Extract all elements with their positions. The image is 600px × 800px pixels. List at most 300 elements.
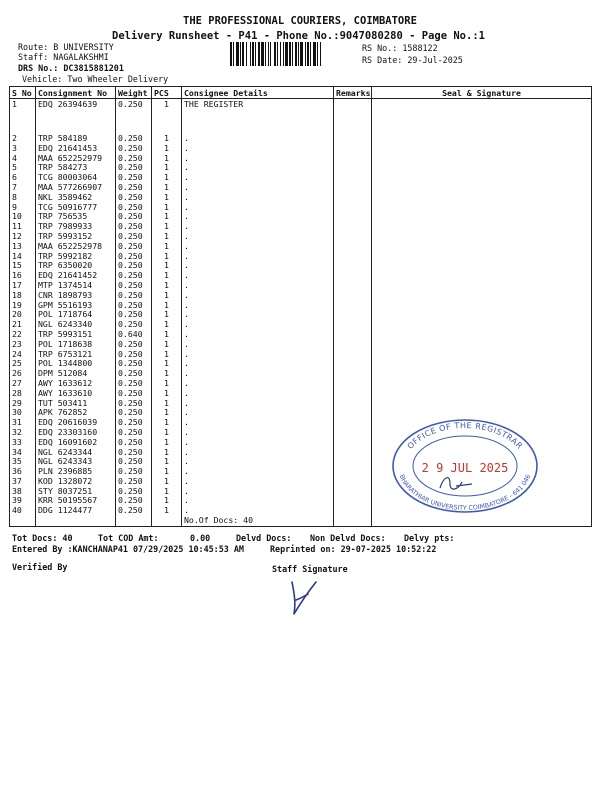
row-sno: 27 xyxy=(10,379,36,389)
row-details: . xyxy=(182,379,334,389)
row-details: . xyxy=(182,163,334,173)
no-of-docs: No.Of Docs: 40 xyxy=(182,516,334,526)
row-seal xyxy=(372,203,592,213)
row-details: . xyxy=(182,212,334,222)
row-pcs: 1 xyxy=(152,359,182,369)
row-weight: 0.250 xyxy=(116,477,152,487)
row-weight: 0.250 xyxy=(116,428,152,438)
row-details: . xyxy=(182,487,334,497)
row-pcs: 1 xyxy=(152,408,182,418)
row-sno: 3 xyxy=(10,144,36,154)
row-consignment: POL 1718764 xyxy=(36,310,116,320)
row-details: . xyxy=(182,252,334,262)
row-details: . xyxy=(182,310,334,320)
row-details: . xyxy=(182,242,334,252)
row-details: THE REGISTER xyxy=(182,99,334,135)
row-details: . xyxy=(182,291,334,301)
row-details: . xyxy=(182,399,334,409)
row-consignment: KOD 1328072 xyxy=(36,477,116,487)
table-row xyxy=(10,193,592,203)
row-pcs: 1 xyxy=(152,350,182,360)
row-sno: 4 xyxy=(10,154,36,164)
row-details: . xyxy=(182,232,334,242)
row-weight: 0.250 xyxy=(116,350,152,360)
row-details: . xyxy=(182,173,334,183)
table-row xyxy=(10,369,592,379)
col-weight: Weight xyxy=(116,87,152,99)
row-seal xyxy=(372,320,592,330)
table-row xyxy=(10,232,592,242)
row-weight: 0.250 xyxy=(116,320,152,330)
row-sno: 12 xyxy=(10,232,36,242)
barcode xyxy=(230,42,353,66)
row-pcs: 1 xyxy=(152,487,182,497)
row-sno: 9 xyxy=(10,203,36,213)
row-remarks xyxy=(334,252,372,262)
row-pcs: 1 xyxy=(152,203,182,213)
table-header xyxy=(10,87,592,99)
row-consignment: EDQ 23303160 xyxy=(36,428,116,438)
row-consignment: KRR 50195567 xyxy=(36,496,116,506)
row-sno: 31 xyxy=(10,418,36,428)
row-weight: 0.250 xyxy=(116,487,152,497)
row-sno: 33 xyxy=(10,438,36,448)
row-pcs: 1 xyxy=(152,320,182,330)
row-weight: 0.250 xyxy=(116,457,152,467)
row-consignment: DPM 512084 xyxy=(36,369,116,379)
row-consignment: NKL 3589462 xyxy=(36,193,116,203)
row-remarks xyxy=(334,134,372,144)
empty-cell xyxy=(334,516,372,526)
row-pcs: 1 xyxy=(152,379,182,389)
row-sno: 32 xyxy=(10,428,36,438)
row-consignment: AWY 1633612 xyxy=(36,379,116,389)
row-details: . xyxy=(182,261,334,271)
row-pcs: 1 xyxy=(152,438,182,448)
row-sno: 17 xyxy=(10,281,36,291)
row-remarks xyxy=(334,369,372,379)
row-remarks xyxy=(334,448,372,458)
table-row xyxy=(10,163,592,173)
row-sno: 40 xyxy=(10,506,36,516)
row-details: . xyxy=(182,340,334,350)
row-seal xyxy=(372,99,592,135)
row-sno: 30 xyxy=(10,408,36,418)
row-remarks xyxy=(334,301,372,311)
row-seal xyxy=(372,144,592,154)
row-sno: 20 xyxy=(10,310,36,320)
row-pcs: 1 xyxy=(152,428,182,438)
route-label: Route: B UNIVERSITY xyxy=(18,42,114,52)
row-weight: 0.250 xyxy=(116,252,152,262)
row-remarks xyxy=(334,379,372,389)
row-pcs: 1 xyxy=(152,271,182,281)
row-seal xyxy=(372,359,592,369)
table-row xyxy=(10,252,592,262)
table-row xyxy=(10,242,592,252)
row-weight: 0.250 xyxy=(116,448,152,458)
row-details: . xyxy=(182,193,334,203)
row-weight: 0.250 xyxy=(116,203,152,213)
row-sno: 16 xyxy=(10,271,36,281)
row-weight: 0.250 xyxy=(116,408,152,418)
row-sno: 7 xyxy=(10,183,36,193)
row-weight: 0.250 xyxy=(116,310,152,320)
row-details: . xyxy=(182,134,334,144)
staff-signature-mark xyxy=(282,578,322,618)
col-details: Consignee Details xyxy=(182,87,334,99)
table-row xyxy=(10,222,592,232)
row-remarks xyxy=(334,173,372,183)
total-docs: Tot Docs: 40 xyxy=(12,533,73,543)
row-pcs: 1 xyxy=(152,301,182,311)
row-pcs: 1 xyxy=(152,173,182,183)
col-seal: Seal & Signature xyxy=(372,87,592,99)
row-seal xyxy=(372,252,592,262)
row-sno: 18 xyxy=(10,291,36,301)
row-weight: 0.250 xyxy=(116,183,152,193)
table-row xyxy=(10,183,592,193)
delivery-points: Delvy pts: xyxy=(404,533,455,543)
row-consignment: POL 1718638 xyxy=(36,340,116,350)
row-remarks xyxy=(334,506,372,516)
row-details: . xyxy=(182,154,334,164)
col-consignment: Consignment No xyxy=(36,87,116,99)
row-details: . xyxy=(182,389,334,399)
col-sno: S No xyxy=(10,87,36,99)
col-pcs: PCS xyxy=(152,87,182,99)
row-weight: 0.250 xyxy=(116,144,152,154)
row-sno: 36 xyxy=(10,467,36,477)
table-row xyxy=(10,134,592,144)
row-pcs: 1 xyxy=(152,261,182,271)
row-details: . xyxy=(182,467,334,477)
row-pcs: 1 xyxy=(152,281,182,291)
row-weight: 0.250 xyxy=(116,242,152,252)
row-weight: 0.250 xyxy=(116,291,152,301)
entered-by: Entered By :KANCHANAP41 07/29/2025 10:45:53 AM xyxy=(12,544,244,554)
row-pcs: 1 xyxy=(152,242,182,252)
row-details: . xyxy=(182,320,334,330)
row-consignment: MTP 1374514 xyxy=(36,281,116,291)
row-details: . xyxy=(182,359,334,369)
row-seal xyxy=(372,271,592,281)
row-pcs: 1 xyxy=(152,144,182,154)
row-seal xyxy=(372,310,592,320)
drs-number: DRS No.: DC3815881201 xyxy=(18,63,124,73)
row-pcs: 1 xyxy=(152,389,182,399)
row-consignment: EDQ 20616039 xyxy=(36,418,116,428)
row-sno: 34 xyxy=(10,448,36,458)
row-weight: 0.250 xyxy=(116,154,152,164)
row-weight: 0.250 xyxy=(116,340,152,350)
row-remarks xyxy=(334,203,372,213)
table-row xyxy=(10,340,592,350)
row-consignment: CNR 1898793 xyxy=(36,291,116,301)
row-consignment: TRP 5993151 xyxy=(36,330,116,340)
row-weight: 0.250 xyxy=(116,281,152,291)
row-details: . xyxy=(182,477,334,487)
row-remarks xyxy=(334,310,372,320)
row-weight: 0.250 xyxy=(116,271,152,281)
row-sno: 28 xyxy=(10,389,36,399)
row-pcs: 1 xyxy=(152,222,182,232)
row-details: . xyxy=(182,438,334,448)
table-row xyxy=(10,359,592,369)
row-sno: 29 xyxy=(10,399,36,409)
table-row xyxy=(10,281,592,291)
empty-cell xyxy=(36,516,116,526)
row-remarks xyxy=(334,232,372,242)
row-sno: 39 xyxy=(10,496,36,506)
row-pcs: 1 xyxy=(152,467,182,477)
rs-date: RS Date: 29-Jul-2025 xyxy=(362,55,463,65)
row-consignment: MAA 652252979 xyxy=(36,154,116,164)
row-consignment: TRP 7989933 xyxy=(36,222,116,232)
row-seal xyxy=(372,134,592,144)
row-sno: 10 xyxy=(10,212,36,222)
row-seal xyxy=(372,389,592,399)
table-row xyxy=(10,291,592,301)
row-pcs: 1 xyxy=(152,252,182,262)
row-remarks xyxy=(334,99,372,135)
table-footer-row xyxy=(10,516,592,526)
row-seal xyxy=(372,173,592,183)
row-weight: 0.250 xyxy=(116,379,152,389)
row-weight: 0.250 xyxy=(116,222,152,232)
empty-cell xyxy=(116,516,152,526)
row-pcs: 1 xyxy=(152,506,182,516)
row-consignment: TRP 6753121 xyxy=(36,350,116,360)
row-consignment: MAA 652252978 xyxy=(36,242,116,252)
row-pcs: 1 xyxy=(152,291,182,301)
table-row xyxy=(10,271,592,281)
row-seal xyxy=(372,350,592,360)
row-seal xyxy=(372,330,592,340)
row-weight: 0.250 xyxy=(116,173,152,183)
registrar-stamp xyxy=(390,414,540,514)
row-weight: 0.640 xyxy=(116,330,152,340)
row-consignment: EDQ 26394639 xyxy=(36,99,116,135)
row-pcs: 1 xyxy=(152,399,182,409)
row-consignment: EDQ 21641452 xyxy=(36,271,116,281)
row-details: . xyxy=(182,369,334,379)
row-details: . xyxy=(182,271,334,281)
row-remarks xyxy=(334,222,372,232)
row-consignment: EDQ 21641453 xyxy=(36,144,116,154)
row-remarks xyxy=(334,330,372,340)
table-row xyxy=(10,154,592,164)
row-weight: 0.250 xyxy=(116,467,152,477)
row-pcs: 1 xyxy=(152,477,182,487)
row-pcs: 1 xyxy=(152,330,182,340)
row-remarks xyxy=(334,163,372,173)
row-weight: 0.250 xyxy=(116,99,152,135)
row-consignment: EDQ 16091602 xyxy=(36,438,116,448)
row-weight: 0.250 xyxy=(116,232,152,242)
row-pcs: 1 xyxy=(152,369,182,379)
row-sno: 2 xyxy=(10,134,36,144)
row-weight: 0.250 xyxy=(116,418,152,428)
row-details: . xyxy=(182,203,334,213)
table-row xyxy=(10,379,592,389)
row-sno: 22 xyxy=(10,330,36,340)
row-remarks xyxy=(334,340,372,350)
row-remarks xyxy=(334,261,372,271)
row-weight: 0.250 xyxy=(116,212,152,222)
row-consignment: TRP 756535 xyxy=(36,212,116,222)
row-pcs: 1 xyxy=(152,457,182,467)
row-weight: 0.250 xyxy=(116,438,152,448)
row-pcs: 1 xyxy=(152,418,182,428)
row-consignment: PLN 2396885 xyxy=(36,467,116,477)
stamp-arc-top: OFFICE OF THE REGISTRAR xyxy=(405,420,525,451)
row-pcs: 1 xyxy=(152,448,182,458)
reprinted-on: Reprinted on: 29-07-2025 10:52:22 xyxy=(270,544,437,554)
row-seal xyxy=(372,281,592,291)
row-consignment: AWY 1633610 xyxy=(36,389,116,399)
vehicle-label: Vehicle: Two Wheeler Delivery xyxy=(22,74,169,84)
row-details: . xyxy=(182,183,334,193)
row-weight: 0.250 xyxy=(116,301,152,311)
table-row xyxy=(10,350,592,360)
row-pcs: 1 xyxy=(152,154,182,164)
row-consignment: TRP 584189 xyxy=(36,134,116,144)
row-consignment: POL 1344800 xyxy=(36,359,116,369)
row-remarks xyxy=(334,212,372,222)
row-remarks xyxy=(334,389,372,399)
row-consignment: TUT 503411 xyxy=(36,399,116,409)
table-row xyxy=(10,301,592,311)
row-seal xyxy=(372,222,592,232)
col-remarks: Remarks xyxy=(334,87,372,99)
empty-cell xyxy=(152,516,182,526)
row-weight: 0.250 xyxy=(116,369,152,379)
row-pcs: 1 xyxy=(152,212,182,222)
row-seal xyxy=(372,340,592,350)
row-pcs: 1 xyxy=(152,134,182,144)
row-seal xyxy=(372,369,592,379)
total-cod-label: Tot COD Amt: xyxy=(98,533,159,543)
row-consignment: TRP 5993152 xyxy=(36,232,116,242)
empty-cell xyxy=(10,516,36,526)
row-consignment: GPM 5516193 xyxy=(36,301,116,311)
non-delivered-docs: Non Delvd Docs: xyxy=(310,533,386,543)
company-title: THE PROFESSIONAL COURIERS, COIMBATORE xyxy=(183,15,417,27)
row-pcs: 1 xyxy=(152,340,182,350)
row-consignment: NGL 6243343 xyxy=(36,457,116,467)
row-weight: 0.250 xyxy=(116,163,152,173)
table-row xyxy=(10,310,592,320)
row-details: . xyxy=(182,408,334,418)
stamp-date: 2 9 JUL 2025 xyxy=(421,461,509,475)
row-sno: 15 xyxy=(10,261,36,271)
row-pcs: 1 xyxy=(152,310,182,320)
row-remarks xyxy=(334,467,372,477)
row-consignment: TCG 50916777 xyxy=(36,203,116,213)
row-seal xyxy=(372,379,592,389)
row-seal xyxy=(372,183,592,193)
row-remarks xyxy=(334,428,372,438)
row-consignment: NGL 6243344 xyxy=(36,448,116,458)
table-row xyxy=(10,173,592,183)
row-details: . xyxy=(182,418,334,428)
table-row xyxy=(10,389,592,399)
row-sno: 26 xyxy=(10,369,36,379)
row-details: . xyxy=(182,457,334,467)
row-sno: 37 xyxy=(10,477,36,487)
row-pcs: 1 xyxy=(152,99,182,135)
row-seal xyxy=(372,232,592,242)
row-sno: 1 xyxy=(10,99,36,135)
row-consignment: NGL 6243340 xyxy=(36,320,116,330)
staff-signature-label: Staff Signature xyxy=(272,564,348,574)
table-row xyxy=(10,144,592,154)
row-pcs: 1 xyxy=(152,496,182,506)
row-remarks xyxy=(334,457,372,467)
row-details: . xyxy=(182,448,334,458)
row-remarks xyxy=(334,418,372,428)
row-sno: 8 xyxy=(10,193,36,203)
table-row xyxy=(10,99,592,135)
row-remarks xyxy=(334,477,372,487)
row-seal xyxy=(372,291,592,301)
row-details: . xyxy=(182,428,334,438)
row-seal xyxy=(372,212,592,222)
row-pcs: 1 xyxy=(152,193,182,203)
row-pcs: 1 xyxy=(152,183,182,193)
row-sno: 6 xyxy=(10,173,36,183)
row-seal xyxy=(372,399,592,409)
row-sno: 23 xyxy=(10,340,36,350)
row-pcs: 1 xyxy=(152,232,182,242)
row-remarks xyxy=(334,193,372,203)
table-row xyxy=(10,212,592,222)
row-seal xyxy=(372,163,592,173)
row-details: . xyxy=(182,496,334,506)
row-consignment: TCG 80003064 xyxy=(36,173,116,183)
verified-by: Verified By xyxy=(12,562,68,572)
table-row xyxy=(10,320,592,330)
runsheet-subtitle: Delivery Runsheet - P41 - Phone No.:9047080280 - Page No.:1 xyxy=(112,30,485,42)
row-sno: 5 xyxy=(10,163,36,173)
row-weight: 0.250 xyxy=(116,261,152,271)
row-details: . xyxy=(182,222,334,232)
row-sno: 13 xyxy=(10,242,36,252)
row-seal xyxy=(372,193,592,203)
row-remarks xyxy=(334,399,372,409)
row-remarks xyxy=(334,291,372,301)
row-sno: 24 xyxy=(10,350,36,360)
row-details: . xyxy=(182,281,334,291)
rs-number: RS No.: 1588122 xyxy=(362,43,438,53)
delivered-docs: Delvd Docs: xyxy=(236,533,292,543)
row-remarks xyxy=(334,359,372,369)
row-seal xyxy=(372,261,592,271)
row-remarks xyxy=(334,496,372,506)
row-details: . xyxy=(182,506,334,516)
row-consignment: TRP 5992182 xyxy=(36,252,116,262)
staff-label: Staff: NAGALAKSHMI xyxy=(18,52,109,62)
row-sno: 25 xyxy=(10,359,36,369)
row-consignment: STY 8037251 xyxy=(36,487,116,497)
stamp-arc-bottom: BHARATHIAR UNIVERSITY COIMBATORE - 641 046 xyxy=(397,473,533,512)
row-remarks xyxy=(334,183,372,193)
row-consignment: TRP 6350020 xyxy=(36,261,116,271)
row-consignment: DDG 1124477 xyxy=(36,506,116,516)
row-consignment: MAA 577266907 xyxy=(36,183,116,193)
row-sno: 21 xyxy=(10,320,36,330)
